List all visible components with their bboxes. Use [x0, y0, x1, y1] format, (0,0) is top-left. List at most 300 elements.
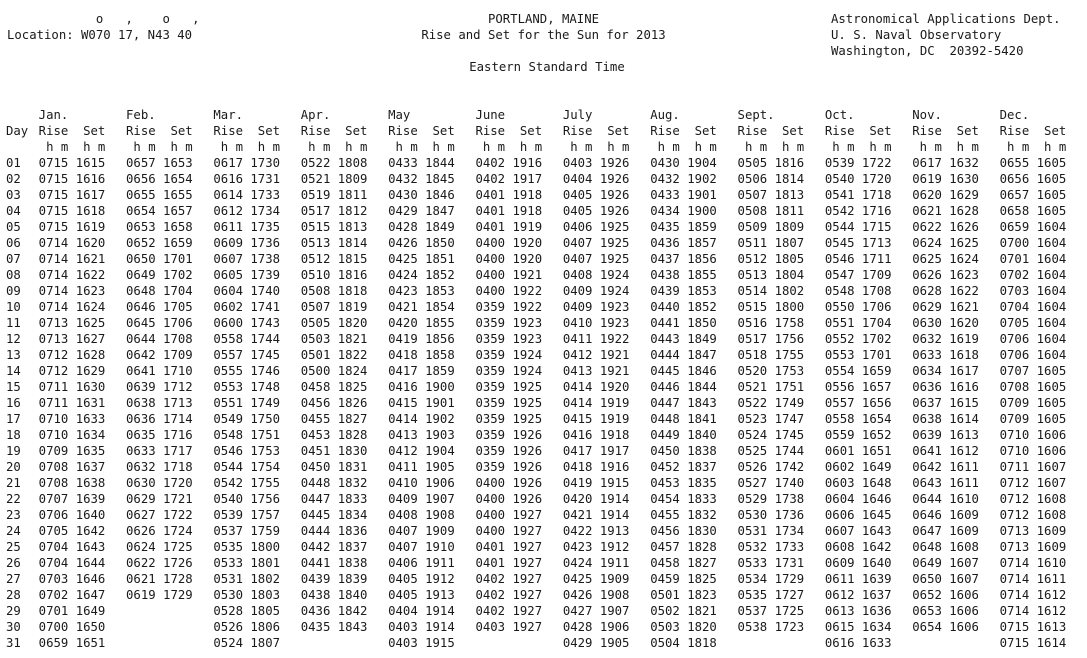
rise-set-cell: 0655 1605 [999, 156, 1067, 170]
rise-set-cell: 0539 1757 [213, 508, 281, 522]
rise-set-cell: 0415 1919 [562, 412, 630, 426]
table-row [6, 619, 1087, 635]
rise-set-cell: 0706 1640 [38, 508, 106, 522]
rise-set-cell: 0359 1925 [475, 412, 543, 426]
rise-set-cell: 0604 1740 [213, 284, 281, 298]
rise-set-cell: 0638 1713 [126, 396, 193, 410]
rise-set-cell: 0456 1826 [300, 396, 368, 410]
rise-set-cell: 0432 1902 [650, 172, 717, 186]
day-number: 01 [6, 156, 21, 170]
rise-set-cell: 0403 1914 [388, 620, 455, 634]
rise-set-cell: 0535 1800 [213, 540, 281, 554]
rise-set-cell: 0420 1855 [388, 316, 455, 330]
day-number: 15 [6, 380, 21, 394]
hm-units-header: h m h m [737, 140, 805, 154]
rise-set-cell: 0710 1633 [38, 412, 106, 426]
month-header: May [388, 108, 411, 122]
month-header: Mar. [213, 108, 244, 122]
rise-set-cell: 0638 1614 [912, 412, 979, 426]
rise-set-cell: 0420 1914 [562, 492, 630, 506]
rise-set-cell: 0444 1836 [300, 524, 368, 538]
rise-set-cell: 0513 1814 [300, 236, 368, 250]
rise-set-cell: 0533 1731 [737, 556, 805, 570]
rise-set-cell: 0359 1924 [475, 348, 543, 362]
rise-set-cell: 0709 1605 [999, 396, 1067, 410]
rise-set-cell: 0359 1926 [475, 460, 543, 474]
rise-set-cell: 0643 1611 [912, 476, 979, 490]
rise-set-cell: 0522 1749 [737, 396, 805, 410]
rise-set-cell: 0529 1738 [737, 492, 805, 506]
table-row [6, 283, 1087, 299]
rise-set-cell: 0710 1634 [38, 428, 106, 442]
month-header: Oct. [824, 108, 855, 122]
rise-set-cell: 0701 1649 [38, 604, 106, 618]
rise-set-cell: 0447 1843 [650, 396, 717, 410]
rise-set-cell: 0648 1608 [912, 540, 979, 554]
table-row [6, 443, 1087, 459]
rise-set-cell: 0401 1927 [475, 540, 543, 554]
rise-set-cell: 0614 1733 [213, 188, 281, 202]
rise-set-cell: 0657 1605 [999, 188, 1067, 202]
day-number: 03 [6, 188, 21, 202]
rise-set-cell: 0622 1726 [126, 556, 193, 570]
rise-set-cell: 0656 1605 [999, 172, 1067, 186]
rise-set-cell: 0404 1914 [388, 604, 455, 618]
rise-set-cell: 0711 1607 [999, 460, 1067, 474]
rise-set-cell: 0642 1611 [912, 460, 979, 474]
day-number: 16 [6, 396, 21, 410]
table-row [6, 363, 1087, 379]
month-header: Sept. [737, 108, 775, 122]
rise-set-cell: 0407 1909 [388, 524, 455, 538]
rise-set-cell: 0448 1841 [650, 412, 717, 426]
rise-set-cell: 0633 1618 [912, 348, 979, 362]
day-number: 02 [6, 172, 21, 186]
rise-set-cell: 0541 1718 [824, 188, 892, 202]
rise-set-cell: 0518 1755 [737, 348, 805, 362]
rise-set-cell: 0551 1749 [213, 396, 281, 410]
rise-set-cell: 0403 1915 [388, 636, 455, 650]
rise-set-cell: 0645 1706 [126, 316, 193, 330]
day-number: 19 [6, 444, 21, 458]
rise-set-cell: 0547 1709 [824, 268, 892, 282]
rise-set-cell: 0410 1923 [562, 316, 630, 330]
rise-set-cell: 0659 1604 [999, 220, 1067, 234]
hm-units-header: h m h m [912, 140, 979, 154]
day-number: 13 [6, 348, 21, 362]
rise-set-cell: 0553 1748 [213, 380, 281, 394]
rise-set-cell: 0650 1701 [126, 252, 193, 266]
rise-set-cell [738, 635, 825, 651]
rise-set-cell: 0544 1715 [824, 220, 892, 234]
rise-set-cell: 0417 1917 [562, 444, 630, 458]
rise-set-cell: 0359 1923 [475, 332, 543, 346]
rise-set-cell: 0523 1747 [737, 412, 805, 426]
degree-marks: o , o , [7, 12, 200, 26]
table-row [6, 539, 1087, 555]
rise-set-cell: 0359 1924 [475, 364, 543, 378]
table-row [6, 299, 1087, 315]
rise-set-cell: 0446 1844 [650, 380, 717, 394]
rise-set-cell: 0714 1611 [999, 572, 1067, 586]
rise-set-cell: 0437 1856 [650, 252, 717, 266]
rise-set-cell: 0503 1820 [650, 620, 717, 634]
rise-set-cell: 0644 1610 [912, 492, 979, 506]
rise-set-cell: 0613 1636 [824, 604, 892, 618]
rise-set-cell: 0400 1921 [475, 268, 543, 282]
rise-set-cell: 0605 1739 [213, 268, 281, 282]
hm-units-header: h m h m [999, 140, 1067, 154]
rise-set-cell: 0533 1801 [213, 556, 281, 570]
rise-set-cell: 0418 1858 [388, 348, 455, 362]
table-row [6, 235, 1087, 251]
rise-set-header: Rise Set [213, 124, 281, 138]
rise-set-cell: 0600 1743 [213, 316, 281, 330]
rise-set-cell: 0445 1846 [650, 364, 717, 378]
rise-set-cell: 0607 1643 [824, 524, 892, 538]
rise-set-cell: 0531 1734 [737, 524, 805, 538]
rise-set-cell: 0501 1823 [650, 588, 717, 602]
rise-set-cell: 0424 1852 [388, 268, 455, 282]
rise-set-cell: 0405 1913 [388, 588, 455, 602]
rise-set-cell: 0649 1607 [912, 556, 979, 570]
rise-set-cell: 0414 1920 [562, 380, 630, 394]
rise-set-cell: 0359 1926 [475, 444, 543, 458]
hm-units-header: h m h m [300, 140, 368, 154]
rise-set-cell: 0537 1725 [737, 604, 805, 618]
rise-set-cell: 0525 1744 [737, 444, 805, 458]
rise-set-header: Rise Set [126, 124, 193, 138]
day-number: 27 [6, 572, 21, 586]
rise-set-cell: 0653 1658 [126, 220, 193, 234]
day-number: 31 [6, 636, 21, 650]
rise-set-cell: 0423 1853 [388, 284, 455, 298]
rise-set-cell: 0608 1642 [824, 540, 892, 554]
rise-set-cell: 0414 1902 [388, 412, 455, 426]
rise-set-cell: 0421 1854 [388, 300, 455, 314]
rise-set-cell: 0400 1927 [475, 524, 543, 538]
rise-set-cell: 0510 1816 [300, 268, 368, 282]
rise-set-cell: 0544 1754 [213, 460, 281, 474]
rise-set-cell: 0620 1629 [912, 188, 979, 202]
rise-set-cell: 0712 1628 [38, 348, 106, 362]
rise-set-cell: 0634 1617 [912, 364, 979, 378]
rise-set-cell: 0609 1640 [824, 556, 892, 570]
day-number: 05 [6, 220, 21, 234]
rise-set-header: Rise Set [737, 124, 805, 138]
rise-set-cell: 0713 1627 [38, 332, 106, 346]
rise-set-header: Rise Set [912, 124, 979, 138]
rise-set-cell: 0637 1615 [912, 396, 979, 410]
rise-set-cell: 0555 1746 [213, 364, 281, 378]
rise-set-cell: 0417 1859 [388, 364, 455, 378]
rise-set-cell: 0410 1906 [388, 476, 455, 490]
day-number: 04 [6, 204, 21, 218]
rise-set-cell: 0429 1905 [562, 636, 630, 650]
rise-set-header: Rise Set [475, 124, 543, 138]
rise-set-cell: 0635 1716 [126, 428, 193, 442]
rise-set-cell: 0712 1607 [999, 476, 1067, 490]
rise-set-cell: 0531 1802 [213, 572, 281, 586]
rise-set-cell: 0538 1723 [737, 620, 805, 634]
month-header: July [562, 108, 593, 122]
rise-set-cell [126, 635, 213, 651]
rise-set-cell: 0709 1635 [38, 444, 106, 458]
rise-set-cell: 0611 1735 [213, 220, 281, 234]
day-number: 26 [6, 556, 21, 570]
rise-set-cell: 0509 1809 [737, 220, 805, 234]
day-number: 17 [6, 412, 21, 426]
rise-set-cell: 0436 1857 [650, 236, 717, 250]
day-number: 11 [6, 316, 21, 330]
rise-set-cell: 0524 1807 [213, 636, 281, 650]
rise-set-cell: 0426 1908 [562, 588, 630, 602]
rise-set-cell: 0704 1604 [999, 300, 1067, 314]
table-title: Rise and Set for the Sun for 2013 [421, 28, 666, 42]
table-row [6, 523, 1087, 539]
rise-set-cell: 0403 1927 [475, 620, 543, 634]
rise-set-cell: 0359 1923 [475, 316, 543, 330]
rise-set-cell: 0556 1657 [824, 380, 892, 394]
hm-units-header: h m h m [824, 140, 892, 154]
rise-set-cell: 0433 1901 [650, 188, 717, 202]
rise-set-cell: 0632 1619 [912, 332, 979, 346]
day-number: 20 [6, 460, 21, 474]
rise-set-cell: 0615 1634 [824, 620, 892, 634]
rise-set-header: Rise Set [388, 124, 455, 138]
rise-set-cell: 0400 1926 [475, 476, 543, 490]
month-header: Dec. [999, 108, 1030, 122]
rise-set-cell: 0534 1729 [737, 572, 805, 586]
rise-set-header: Rise Set [300, 124, 368, 138]
rise-set-cell: 0458 1825 [300, 380, 368, 394]
rise-set-cell: 0639 1712 [126, 380, 193, 394]
rise-set-cell: 0629 1721 [126, 492, 193, 506]
rise-set-cell: 0714 1621 [38, 252, 106, 266]
table-row [6, 427, 1087, 443]
rise-set-cell: 0507 1819 [300, 300, 368, 314]
rise-set-cell: 0517 1756 [737, 332, 805, 346]
rise-set-cell: 0402 1927 [475, 588, 543, 602]
rise-set-cell: 0612 1637 [824, 588, 892, 602]
rise-set-cell: 0545 1713 [824, 236, 892, 250]
table-row [6, 635, 1087, 651]
rise-set-cell: 0627 1722 [126, 508, 193, 522]
day-number: 23 [6, 508, 21, 522]
rise-set-cell: 0522 1808 [300, 156, 368, 170]
rise-set-cell: 0715 1613 [999, 620, 1067, 634]
rise-set-cell: 0557 1656 [824, 396, 892, 410]
rise-set-cell: 0609 1736 [213, 236, 281, 250]
rise-set-cell: 0402 1916 [475, 156, 543, 170]
day-number: 12 [6, 332, 21, 346]
rise-set-cell: 0411 1922 [562, 332, 630, 346]
day-number: 18 [6, 428, 21, 442]
rise-set-cell: 0414 1919 [562, 396, 630, 410]
rise-set-cell: 0650 1607 [912, 572, 979, 586]
rise-set-cell: 0405 1912 [388, 572, 455, 586]
rise-set-cell: 0428 1849 [388, 220, 455, 234]
rise-set-cell: 0706 1604 [999, 332, 1067, 346]
rise-set-cell: 0553 1701 [824, 348, 892, 362]
day-column-header: Day [6, 124, 29, 138]
hm-units-header: h m h m [388, 140, 455, 154]
rise-set-cell: 0558 1654 [824, 412, 892, 426]
rise-set-cell: 0611 1639 [824, 572, 892, 586]
rise-set-cell: 0430 1904 [650, 156, 717, 170]
rise-set-cell: 0616 1633 [824, 636, 892, 650]
rise-set-cell: 0714 1622 [38, 268, 106, 282]
rise-set-cell: 0700 1650 [38, 620, 106, 634]
rise-set-cell: 0619 1729 [126, 588, 193, 602]
rise-set-cell: 0535 1727 [737, 588, 805, 602]
rise-set-cell: 0652 1606 [912, 588, 979, 602]
rise-set-cell: 0515 1800 [737, 300, 805, 314]
rise-set-cell: 0409 1907 [388, 492, 455, 506]
rise-set-cell: 0557 1745 [213, 348, 281, 362]
rise-set-cell: 0658 1605 [999, 204, 1067, 218]
month-header: Nov. [912, 108, 942, 122]
rise-set-cell: 0406 1911 [388, 556, 455, 570]
rise-set-cell: 0409 1923 [562, 300, 630, 314]
rise-set-cell: 0550 1706 [824, 300, 892, 314]
rise-set-cell: 0712 1608 [999, 508, 1067, 522]
rise-set-header: Rise Set [562, 124, 630, 138]
rise-set-cell: 0633 1717 [126, 444, 193, 458]
rise-set-cell: 0516 1758 [737, 316, 805, 330]
rise-set-cell: 0709 1605 [999, 412, 1067, 426]
table-row [6, 203, 1087, 219]
rise-set-cell: 0507 1813 [737, 188, 805, 202]
month-header: June [475, 108, 506, 122]
table-row [6, 331, 1087, 347]
place-title: PORTLAND, MAINE [487, 12, 600, 26]
publisher-name: U. S. Naval Observatory [831, 28, 1002, 42]
rise-set-cell: 0542 1716 [824, 204, 892, 218]
rise-set-cell: 0409 1924 [562, 284, 630, 298]
day-number: 25 [6, 540, 21, 554]
rise-set-cell: 0359 1925 [475, 396, 543, 410]
rise-set-cell: 0402 1917 [475, 172, 543, 186]
rise-set-cell: 0455 1827 [300, 412, 368, 426]
rise-set-cell: 0616 1731 [213, 172, 281, 186]
table-row [6, 411, 1087, 427]
rise-set-cell: 0546 1711 [824, 252, 892, 266]
rise-set-cell: 0652 1659 [126, 236, 193, 250]
rise-set-cell: 0636 1616 [912, 380, 979, 394]
rise-set-cell: 0428 1906 [562, 620, 630, 634]
rise-set-cell: 0644 1708 [126, 332, 193, 346]
rise-set-cell: 0712 1608 [999, 492, 1067, 506]
rise-set-cell: 0405 1926 [562, 204, 630, 218]
day-number: 06 [6, 236, 21, 250]
rise-set-cell [475, 635, 562, 651]
rise-set-cell: 0551 1704 [824, 316, 892, 330]
rise-set-cell: 0403 1926 [562, 156, 630, 170]
rise-set-cell: 0703 1646 [38, 572, 106, 586]
rise-set-header: Rise Set [999, 124, 1067, 138]
rise-set-cell: 0626 1724 [126, 524, 193, 538]
table-row [6, 459, 1087, 475]
rise-set-cell: 0654 1606 [912, 620, 979, 634]
table-row [6, 171, 1087, 187]
rise-set-cell: 0501 1822 [300, 348, 368, 362]
rise-set-cell: 0505 1820 [300, 316, 368, 330]
rise-set-cell: 0512 1805 [737, 252, 805, 266]
rise-set-cell: 0659 1651 [38, 636, 106, 650]
day-number: 28 [6, 588, 21, 602]
rise-set-cell: 0400 1920 [475, 252, 543, 266]
rise-set-cell: 0517 1812 [300, 204, 368, 218]
table-row [6, 603, 1087, 619]
rise-set-cell: 0439 1839 [300, 572, 368, 586]
rise-set-cell: 0447 1833 [300, 492, 368, 506]
month-header: Jan. [38, 108, 69, 122]
rise-set-cell: 0653 1606 [912, 604, 979, 618]
rise-set-cell: 0701 1604 [999, 252, 1067, 266]
rise-set-cell: 0548 1708 [824, 284, 892, 298]
hm-units-header: h m h m [38, 140, 106, 154]
rise-set-cell: 0647 1609 [912, 524, 979, 538]
table-row [6, 347, 1087, 363]
rise-set-cell: 0405 1926 [562, 188, 630, 202]
rise-set-cell: 0401 1927 [475, 556, 543, 570]
rise-set-cell: 0714 1623 [38, 284, 106, 298]
rise-set-cell: 0445 1834 [300, 508, 368, 522]
day-number: 30 [6, 620, 21, 634]
publisher-header [831, 11, 1061, 59]
rise-set-cell: 0628 1622 [912, 284, 979, 298]
rise-set-cell: 0505 1816 [737, 156, 805, 170]
table-row [6, 571, 1087, 587]
day-number: 29 [6, 604, 21, 618]
rise-set-cell: 0622 1626 [912, 220, 979, 234]
rise-set-cell: 0407 1925 [562, 236, 630, 250]
rise-set-cell: 0408 1908 [388, 508, 455, 522]
rise-set-cell: 0458 1827 [650, 556, 717, 570]
rise-set-cell: 0625 1624 [912, 252, 979, 266]
rise-set-cell: 0400 1920 [475, 236, 543, 250]
rise-set-cell: 0359 1926 [475, 428, 543, 442]
rise-set-cell: 0642 1709 [126, 348, 193, 362]
rise-set-cell: 0408 1924 [562, 268, 630, 282]
hm-units-header: h m h m [475, 140, 543, 154]
rise-set-cell: 0714 1624 [38, 300, 106, 314]
rise-set-cell: 0455 1832 [650, 508, 717, 522]
day-number: 10 [6, 300, 21, 314]
rise-set-cell: 0413 1903 [388, 428, 455, 442]
rise-set-cell: 0435 1859 [650, 220, 717, 234]
rise-set-cell: 0407 1925 [562, 252, 630, 266]
rise-set-cell: 0402 1927 [475, 604, 543, 618]
rise-set-cell: 0711 1630 [38, 380, 106, 394]
rise-set-cell: 0412 1904 [388, 444, 455, 458]
rise-set-cell: 0432 1845 [388, 172, 455, 186]
rise-set-cell: 0621 1728 [126, 572, 193, 586]
rise-set-cell: 0632 1718 [126, 460, 193, 474]
rise-set-cell: 0423 1912 [562, 540, 630, 554]
rise-set-cell: 0439 1853 [650, 284, 717, 298]
rise-set-cell: 0528 1805 [213, 604, 281, 618]
rise-set-header: Rise Set [824, 124, 892, 138]
publisher-dept: Astronomical Applications Dept. [831, 12, 1061, 26]
rise-set-cell: 0442 1837 [300, 540, 368, 554]
month-header: Feb. [126, 108, 156, 122]
rise-set-cell: 0655 1655 [126, 188, 193, 202]
rise-set-cell: 0714 1620 [38, 236, 106, 250]
rise-set-cell: 0440 1852 [650, 300, 717, 314]
rise-set-cell: 0448 1832 [300, 476, 368, 490]
